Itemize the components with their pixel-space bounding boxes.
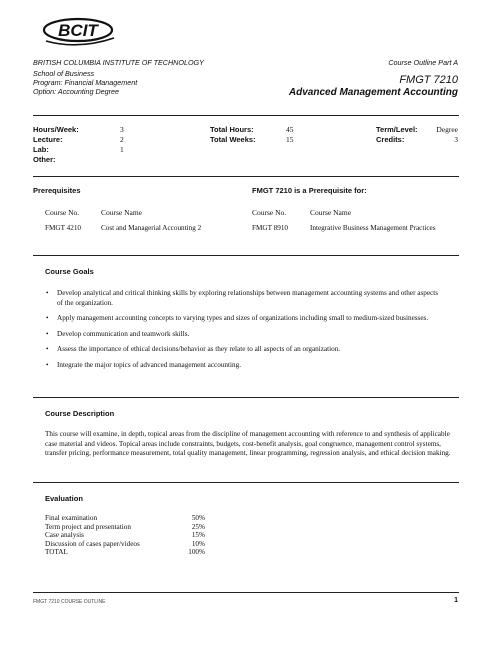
next-course-name: Integrative Business Management Practices <box>310 224 436 232</box>
hours-mid <box>210 125 256 145</box>
evaluation-row <box>45 548 205 557</box>
goal-item: • Develop communication and teamwork skills. <box>45 330 445 340</box>
divider <box>33 115 459 116</box>
total-hours-label: Total Hours: <box>210 125 254 134</box>
program-name: Program: Financial Management <box>33 78 138 87</box>
evaluation-value: 100% <box>188 548 205 556</box>
evaluation-value: 15% <box>191 531 205 539</box>
total-weeks-value: 15 <box>286 135 294 144</box>
col-course-no: Course No. <box>252 208 287 217</box>
lecture-label: Lecture: <box>33 135 63 144</box>
hours-right <box>376 125 418 145</box>
outline-part: Course Outline Part A <box>388 58 458 67</box>
hours-left <box>33 125 79 165</box>
hours-right-values <box>436 125 458 145</box>
goal-item: • Apply management accounting concepts to varying types and sizes of organizations including small to medium-sized businesses. <box>45 314 445 324</box>
lab-value: 1 <box>120 145 124 154</box>
footer-text: FMGT 7210 COURSE OUTLINE <box>33 599 106 605</box>
evaluation-label: Discussion of cases paper/videos <box>45 539 140 548</box>
divider <box>33 482 459 483</box>
evaluation-row <box>45 540 205 549</box>
goal-item: • Develop analytical and critical thinking skills by exploring relationships between management accounting systems and other aspects of the organization. <box>45 289 445 308</box>
total-weeks-label: Total Weeks: <box>210 135 256 144</box>
goals-title: Course Goals <box>45 267 94 276</box>
term-value: Degree <box>436 125 458 134</box>
term-label: Term/Level: <box>376 125 418 134</box>
divider <box>33 255 459 256</box>
institute-name: BRITISH COLUMBIA INSTITUTE OF TECHNOLOGY <box>33 58 204 67</box>
evaluation-value: 25% <box>191 522 205 531</box>
prereq-title: Prerequisites <box>33 186 81 195</box>
next-course-no: FMGT 8910 <box>252 224 289 232</box>
hours-week-value: 3 <box>120 125 124 134</box>
other-label: Other: <box>33 155 56 164</box>
option-name: Option: Accounting Degree <box>33 87 120 96</box>
course-title: Advanced Management Accounting <box>288 87 458 98</box>
evaluation-label: Case analysis <box>45 531 84 539</box>
page-number: 1 <box>454 597 458 604</box>
goal-item: • Assess the importance of ethical decisions/behavior as they relate to all aspects of an organization. <box>45 345 445 355</box>
evaluation-value: 10% <box>191 539 205 548</box>
credits-value: 3 <box>454 135 458 144</box>
hours-left-values <box>120 125 124 155</box>
hours-mid-values <box>286 125 294 145</box>
description-title: Course Description <box>45 409 115 418</box>
col-course-name: Course Name <box>310 208 352 217</box>
evaluation-row <box>45 514 205 523</box>
divider <box>33 397 459 398</box>
evaluation-row <box>45 523 205 532</box>
lab-label: Lab: <box>33 145 49 154</box>
goals-list <box>45 289 445 376</box>
col-course-name: Course Name <box>101 208 143 217</box>
evaluation-label: Term project and presentation <box>45 522 131 531</box>
evaluation-label: Final examination <box>45 514 98 522</box>
hours-week-label: Hours/Week: <box>33 125 79 134</box>
evaluation-title: Evaluation <box>45 494 83 503</box>
bcit-logo <box>38 14 120 50</box>
logo-text: BCIT <box>58 21 98 40</box>
description-text: This course will examine, in depth, topical areas from the discipline of management accounting with reference to and synthesis of applicable case material and videos. Topical areas include constraints, budgets, cost-benefit analysis, goal congruence, management control systems, transfer pricing, performance measurement, total quality management, linear programming, regression analysis, and ethical decision making. <box>45 430 451 457</box>
divider <box>33 592 459 593</box>
evaluation-value: 50% <box>191 514 205 522</box>
prereq-course-no: FMGT 4210 <box>45 224 82 232</box>
lecture-value: 2 <box>120 135 124 144</box>
school-name: School of Business <box>33 69 95 78</box>
course-code: FMGT 7210 <box>399 74 458 86</box>
prereq-course-name: Cost and Managerial Accounting 2 <box>101 224 202 232</box>
total-hours-value: 45 <box>286 125 294 134</box>
credits-label: Credits: <box>376 135 405 144</box>
evaluation-row <box>45 531 205 540</box>
evaluation-label: TOTAL <box>45 548 68 556</box>
institute-block <box>33 58 204 96</box>
prereq-for-title: FMGT 7210 is a Prerequisite for: <box>252 186 367 195</box>
col-course-no: Course No. <box>45 208 80 217</box>
divider <box>33 176 459 177</box>
goal-item: • Integrate the major topics of advanced management accounting. <box>45 361 445 371</box>
evaluation-table <box>45 514 205 557</box>
